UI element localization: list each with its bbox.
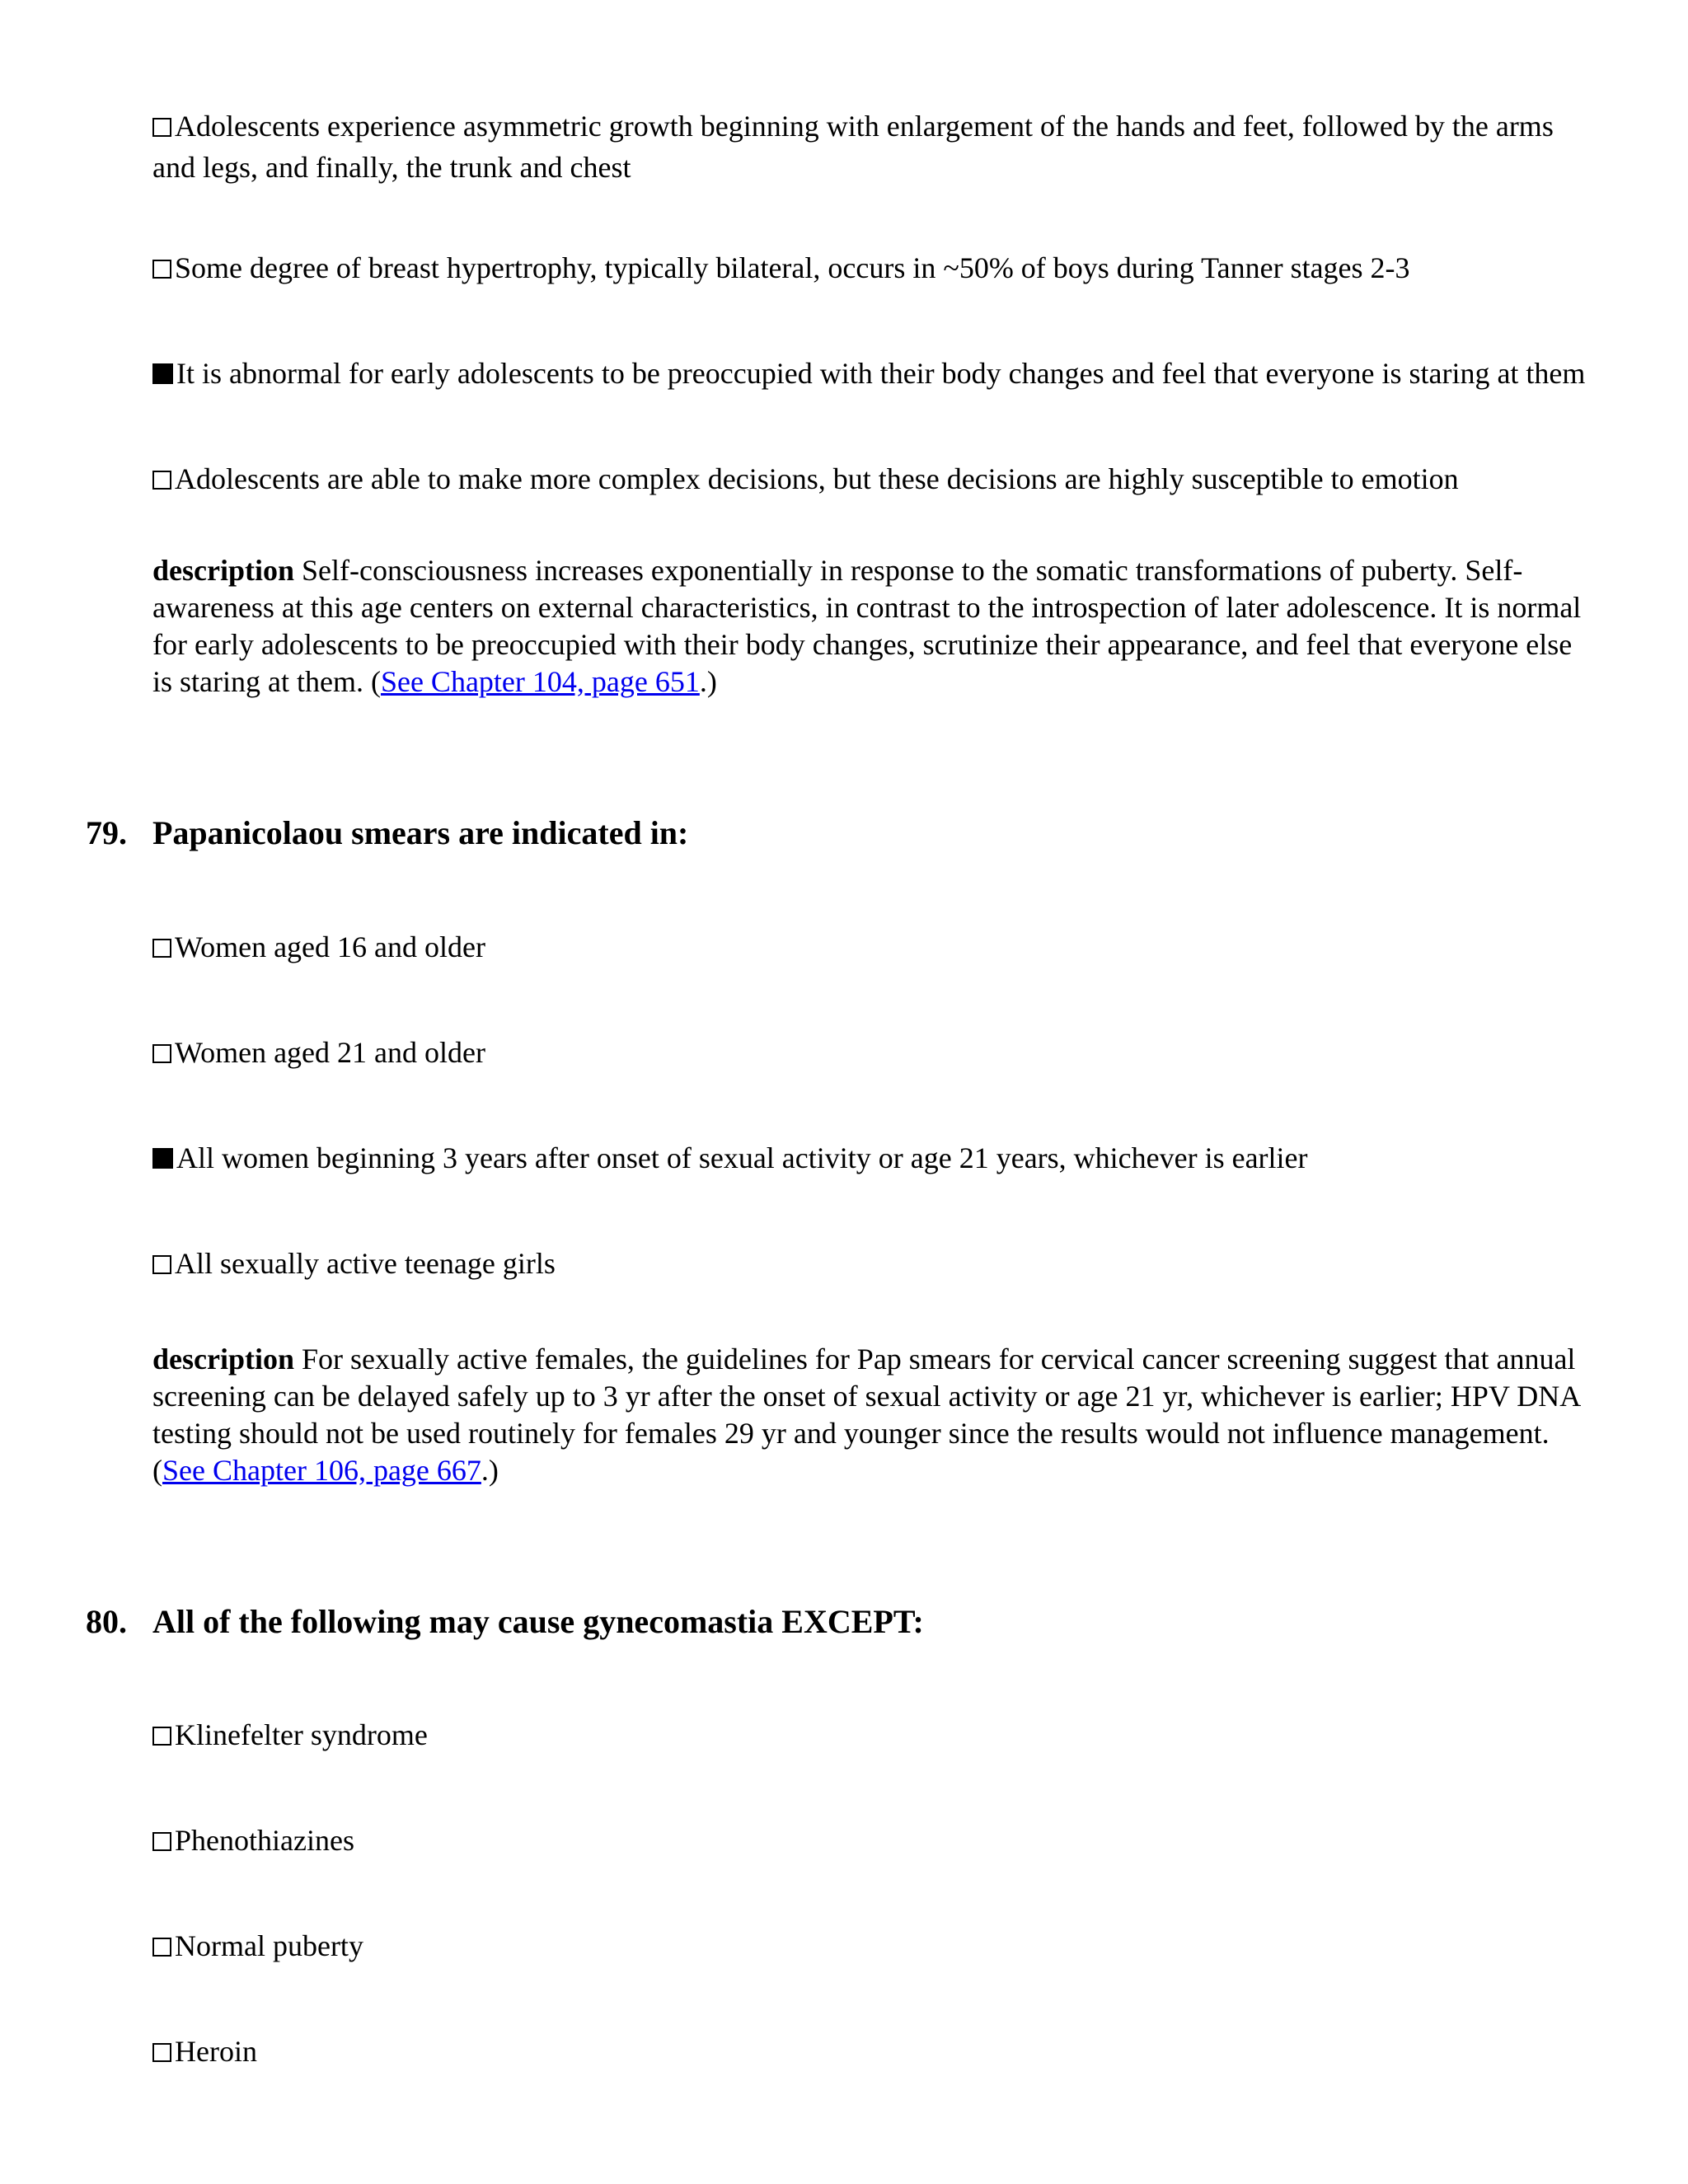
option-text: Adolescents are able to make more complex decisions, but these decisions are highly susceptible to emotion [175, 462, 1459, 495]
answer-option[interactable] [152, 1032, 1587, 1073]
description-label: description [152, 554, 295, 587]
answer-description [152, 1341, 1582, 1489]
answer-option-selected[interactable] [152, 353, 1587, 394]
answer-option[interactable] [152, 926, 1587, 968]
checkbox-empty-icon[interactable] [152, 1832, 171, 1851]
option-text: Normal puberty [175, 1929, 363, 1962]
checkbox-empty-icon[interactable] [152, 1727, 171, 1746]
answer-option-selected[interactable] [152, 1137, 1587, 1179]
description-label: description [152, 1343, 295, 1376]
chapter-link[interactable]: See Chapter 106, page 667 [162, 1454, 481, 1487]
answer-description [152, 552, 1582, 701]
option-text: Klinefelter syndrome [175, 1718, 428, 1751]
question-title: Papanicolaou smears are indicated in: [152, 814, 689, 851]
answer-option[interactable] [152, 1243, 1587, 1284]
option-text: Women aged 21 and older [175, 1036, 485, 1069]
checkbox-empty-icon[interactable] [152, 118, 171, 137]
checkbox-empty-icon[interactable] [152, 260, 171, 279]
answer-option[interactable] [152, 1714, 1587, 1755]
question-number: 80. [86, 1603, 127, 1640]
chapter-link[interactable]: See Chapter 104, page 651 [380, 665, 700, 698]
checkbox-empty-icon[interactable] [152, 471, 171, 490]
checkbox-empty-icon[interactable] [152, 939, 171, 958]
answer-option[interactable] [152, 2031, 1587, 2072]
option-text: Phenothiazines [175, 1824, 354, 1857]
checkbox-filled-icon[interactable] [152, 363, 173, 384]
question-heading [86, 1601, 1586, 1643]
option-text: Adolescents experience asymmetric growth beginning with enlargement of the hands and feet, followed by the arms and legs, and finally, the trunk and chest [152, 110, 1554, 184]
question-number: 79. [86, 814, 127, 851]
checkbox-empty-icon[interactable] [152, 1255, 171, 1274]
description-text: Self-consciousness increases exponentially in response to the somatic transformations of puberty. Self-awareness at this age centers on external characteristics, in contrast to the introspection of later adolescence. It is normal for early adolescents to be preoccupied with their body changes, scrutinize their appearance, and feel that everyone else is staring at them. ( [152, 554, 1582, 698]
description-suffix: .) [699, 665, 717, 698]
question-title: All of the following may cause gynecomastia EXCEPT: [152, 1603, 924, 1640]
description-text: For sexually active females, the guidelines for Pap smears for cervical cancer screening suggest that annual screening can be delayed safely up to 3 yr after the onset of sexual activity or age 21 yr, whichever is earlier; HPV DNA testing should not be used routinely for females 29 yr and younger since the results would not influence management. ( [152, 1343, 1580, 1487]
answer-option[interactable] [152, 247, 1587, 288]
question-heading [86, 812, 1586, 855]
description-suffix: .) [481, 1454, 499, 1487]
checkbox-empty-icon[interactable] [152, 1938, 171, 1957]
option-text: It is abnormal for early adolescents to be preoccupied with their body changes and feel that everyone is staring at them [176, 357, 1586, 390]
option-text: Heroin [175, 2035, 257, 2068]
option-text: All women beginning 3 years after onset of sexual activity or age 21 years, whichever is earlier [176, 1141, 1308, 1174]
answer-option[interactable] [152, 1925, 1587, 1966]
answer-option[interactable] [152, 458, 1587, 499]
option-text: Women aged 16 and older [175, 930, 485, 963]
answer-option[interactable] [152, 1820, 1587, 1861]
checkbox-filled-icon[interactable] [152, 1148, 173, 1169]
option-text: All sexually active teenage girls [175, 1247, 556, 1280]
answer-option[interactable] [152, 105, 1587, 188]
option-text: Some degree of breast hypertrophy, typically bilateral, occurs in ~50% of boys during Tanner stages 2-3 [175, 251, 1410, 284]
checkbox-empty-icon[interactable] [152, 2043, 171, 2062]
checkbox-empty-icon[interactable] [152, 1044, 171, 1063]
